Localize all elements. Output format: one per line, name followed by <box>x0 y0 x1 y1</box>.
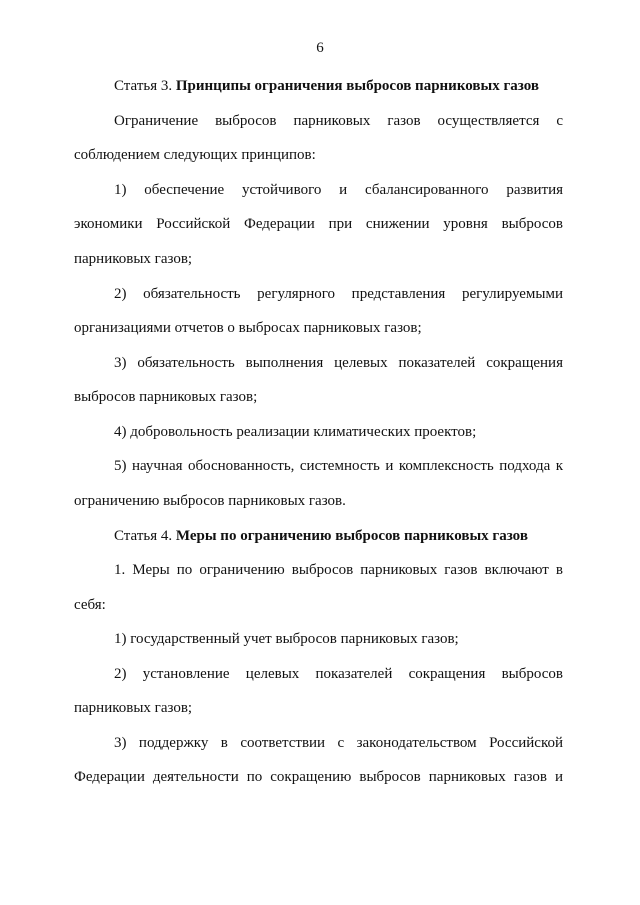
measure-2-line-2: парниковых газов; <box>74 700 193 716</box>
measure-3-line-2: Федерации деятельности по сокращению выбросов парниковых газов и <box>74 769 563 785</box>
principle-3-line-2: выбросов парниковых газов; <box>74 389 258 405</box>
principle-2-line-2: организациями отчетов о выбросах парниковых газов; <box>74 320 422 336</box>
article-4-heading <box>114 527 563 545</box>
article-3-title: Принципы ограничения выбросов парниковых газов <box>175 78 539 94</box>
page-number: 6 <box>316 40 324 56</box>
article-4-label: Статья 4. <box>114 528 173 544</box>
principle-1-line-2: экономики Российской Федерации при снижении уровня выбросов <box>74 216 563 232</box>
measure-1-line-1: 1) государственный учет выбросов парниковых газов; <box>114 631 459 647</box>
principle-5-line-2: ограничению выбросов парниковых газов. <box>74 493 346 509</box>
principle-4-line-1: 4) добровольность реализации климатических проектов; <box>114 424 477 440</box>
measures-intro-line-1: 1. Меры по ограничению выбросов парниковых газов включают в <box>114 562 563 578</box>
principle-1-line-1: 1) обеспечение устойчивого и сбалансированного развития <box>114 182 563 198</box>
principle-5-line-1: 5) научная обоснованность, системность и комплексность подхода к <box>114 458 563 474</box>
intro-line-1: Ограничение выбросов парниковых газов осуществляется с <box>114 113 563 129</box>
intro-line-2: соблюдением следующих принципов: <box>74 147 316 163</box>
measures-intro-line-2: себя: <box>74 597 106 613</box>
article-3-label: Статья 3. <box>114 78 173 94</box>
measure-3-line-1: 3) поддержку в соответствии с законодательством Российской <box>114 735 563 751</box>
article-3-heading <box>114 77 563 95</box>
measure-2-line-1: 2) установление целевых показателей сокращения выбросов <box>114 666 563 682</box>
principle-3-line-1: 3) обязательность выполнения целевых показателей сокращения <box>114 355 563 371</box>
principle-1-line-3: парниковых газов; <box>74 251 193 267</box>
principle-2-line-1: 2) обязательность регулярного представления регулируемыми <box>114 286 563 302</box>
article-4-title: Меры по ограничению выбросов парниковых газов <box>175 528 528 544</box>
